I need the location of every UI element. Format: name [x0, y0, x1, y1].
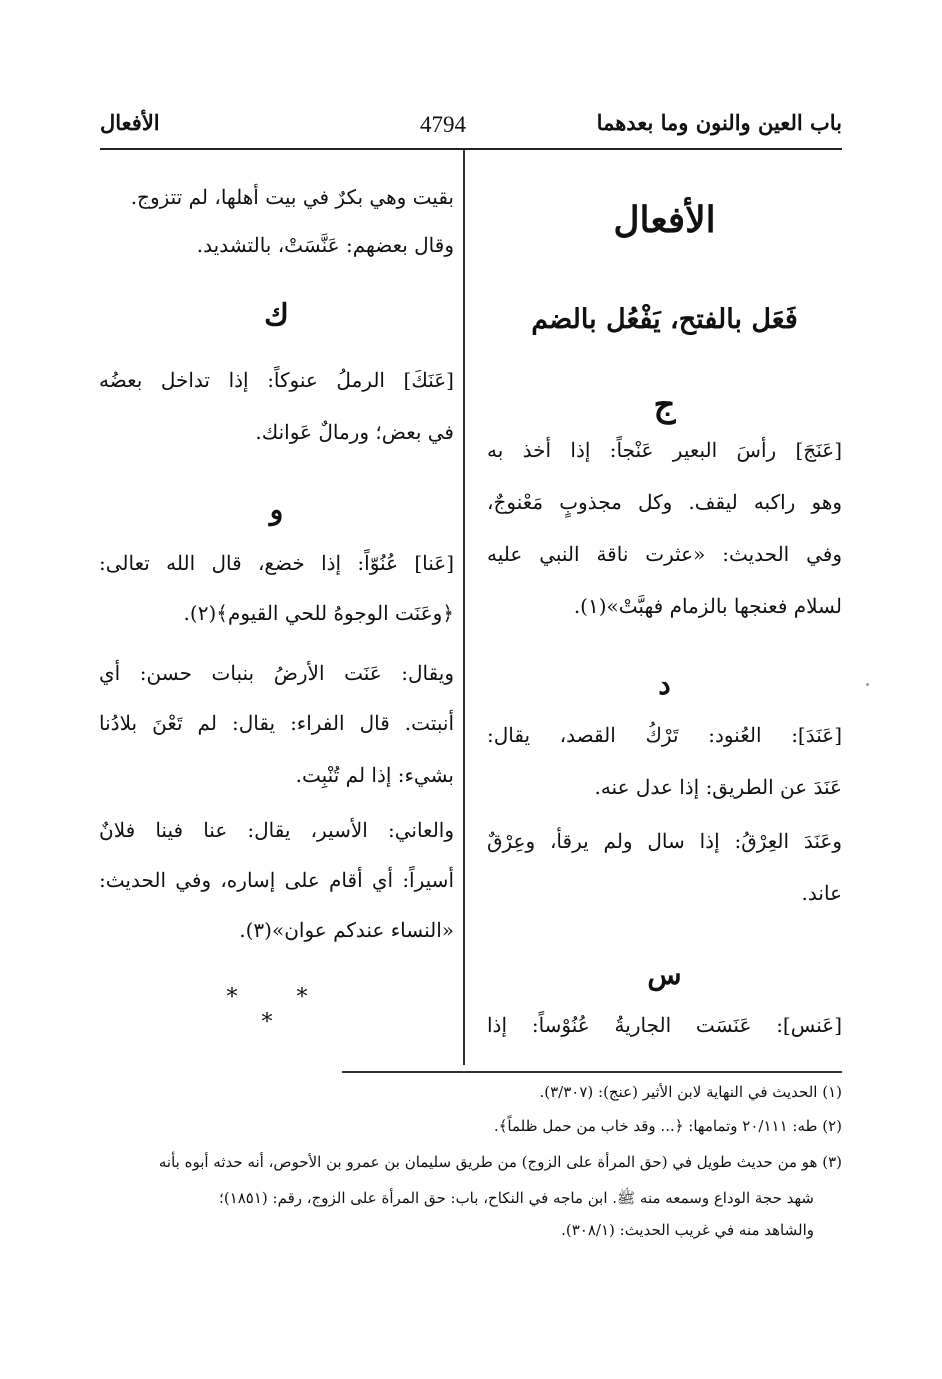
page-number: 4794	[420, 112, 466, 137]
entry-line: عاند.	[801, 881, 842, 905]
section-end-stars: * * *	[226, 985, 334, 1035]
entry-line: عَنَدَ عن الطريق: إذا عدل عنه.	[594, 775, 842, 799]
footnote-1: (١) الحديث في النهاية لابن الأثير (عنج): (٣/٣٠٧).	[539, 1083, 842, 1101]
footnote-3: (٣) هو من حديث طويل في (حق المرأة على الزوج) من طريق سليمان بن عمرو بن الأحوص، أنه حدثه أبوه بأنه	[158, 1153, 842, 1171]
entry-line: بشيء: إذا لم تُنْبِت.	[295, 763, 454, 787]
entry-line: والعاني: الأسير، يقال: عنا فينا فلانٌ	[99, 818, 454, 842]
quran-verse: ﴿وعَنَت الوجوهُ للحي القيوم﴾(٢).	[183, 601, 454, 625]
entry-line: [عَنَكَ] الرملُ عنوكاً: إذا تداخل بعضُه	[99, 368, 454, 392]
entry-line: لسلام فعنجها بالزمام فهبَّتْ»(١).	[573, 594, 842, 618]
entry-line: أسيراً: أي أقام على إساره، وفي الحديث:	[99, 868, 454, 892]
entry-line: بقيت وهي بكرٌ في بيت أهلها، لم تتزوج.	[130, 185, 454, 209]
letter-heading-dal: د	[658, 668, 671, 701]
entry-line: وعَنَدَ العِرْقُ: إذا سال ولم يرقأ، وعِرْقٌ	[487, 829, 842, 853]
footnote-3-cont: شهد حجة الوداع وسمعه منه ﷺ. ابن ماجه في النكاح، باب: حق المرأة على الزوج، رقم: (١٨٥١)؛	[219, 1189, 814, 1207]
letter-heading-waw: و	[269, 493, 284, 526]
footnote-3-cont: والشاهد منه في غريب الحديث: (٣٠٨/١).	[561, 1221, 814, 1239]
entry-line: [عَنا] عُنُوّاً: إذا خضع، قال الله تعالى:	[99, 551, 454, 575]
entry-line: وقال بعضهم: عَنَّسَتْ، بالتشديد.	[196, 233, 454, 257]
section-subtitle: فَعَل بالفتح، يَفْعُل بالضم	[531, 304, 798, 335]
section-title: الأفعال	[613, 199, 716, 241]
entry-line: في بعض؛ ورمالٌ عَوانك.	[255, 420, 454, 444]
entry-line: [عَنَدَ]: العُنود: تَرْكُ القصد، يقال:	[487, 723, 842, 747]
header-section-title: الأفعال	[100, 110, 160, 135]
footnote-2: (٢) طه: ٢٠/١١١ وتمامها: ﴿... وقد خاب من حمل ظلماً﴾.	[493, 1117, 842, 1135]
letter-heading-sin: س	[647, 958, 682, 991]
letter-heading-kaf: ك	[264, 298, 289, 333]
scan-speck	[866, 683, 869, 686]
footnote-rule	[342, 1071, 842, 1073]
entry-line: وهو راكبه ليقف. وكل مجذوبٍ مَعْنوجٌ،	[487, 490, 842, 514]
entry-line: ويقال: عَنَت الأرضُ بنبات حسن: أي	[99, 661, 454, 685]
column-divider	[463, 150, 465, 1065]
header-chapter-title: باب العين والنون وما بعدهما	[596, 110, 842, 135]
entry-line: [عَنَجَ] رأسَ البعير عَنْجاً: إذا أخذ به	[487, 438, 842, 462]
header-rule	[100, 148, 842, 150]
letter-heading-jim: ج	[653, 385, 676, 425]
hadith-quote: «النساء عندكم عوان»(٣).	[239, 918, 454, 942]
entry-line: [عَنس]: عَنَسَت الجاريةُ عُنُوْساً: إذا	[487, 1013, 842, 1037]
entry-line: وفي الحديث: «عثرت ناقة النبي عليه	[487, 542, 842, 566]
entry-line: أنبتت. قال الفراء: يقال: لم تَعْنَ بلادُنا	[99, 711, 454, 735]
